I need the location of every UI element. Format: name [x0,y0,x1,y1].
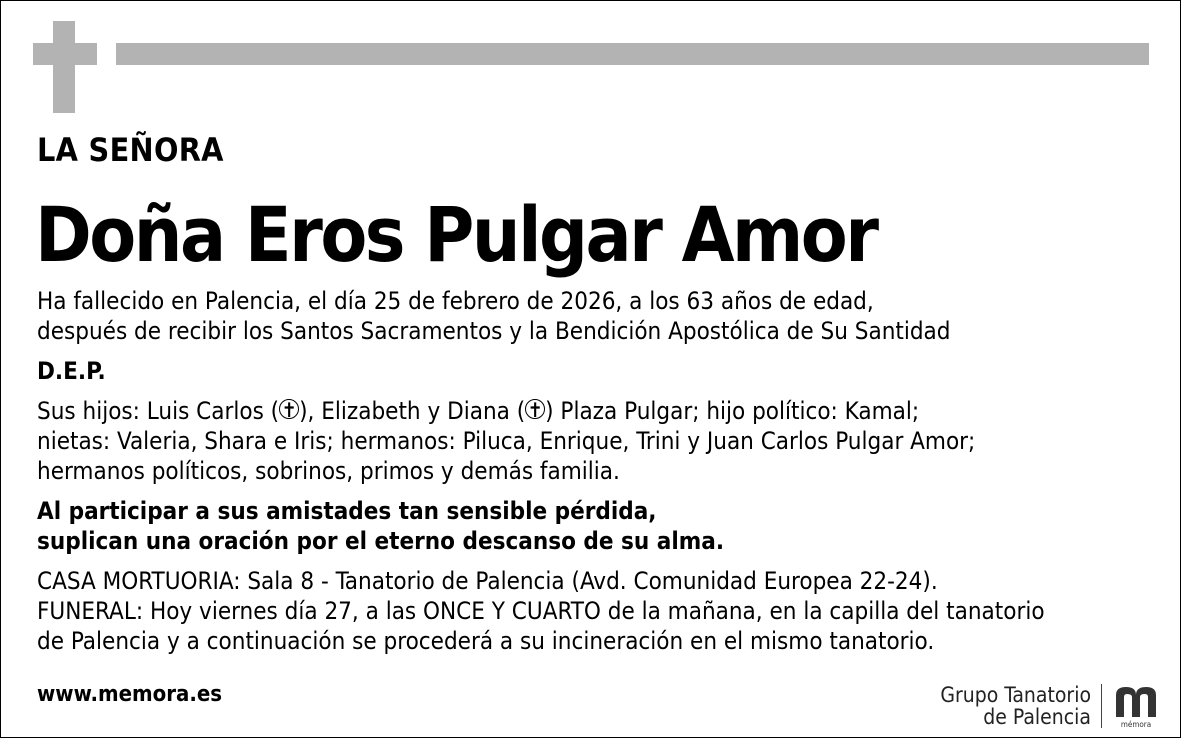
header-divider-bar [116,43,1149,65]
brand-name-line: de Palencia [983,705,1091,729]
arrangements-line: FUNERAL: Hoy viernes día 27, a las ONCE Y CUARTO de la mañana, en la capilla del tanatorio [37,597,1045,625]
death-announcement [37,286,1150,346]
title-label: LA SEÑORA [37,131,224,169]
arrangements-line: CASA MORTUORIA: Sala 8 - Tanatorio de Palencia (Avd. Comunidad Europea 22-24). [37,567,938,595]
cross-in-circle-icon: ✝ [279,399,299,419]
memora-logo-mark [1112,683,1160,719]
prayer-request-line: Al participar a sus amistades tan sensible pérdida, [37,497,657,525]
family-line: hermanos políticos, sobrinos, primos y demás familia. [37,457,620,485]
funeral-arrangements [37,566,1150,656]
brand-name [940,684,1102,728]
deceased-name: Doña Eros Pulgar Amor [35,190,877,279]
arrangements-line: de Palencia y a continuación se procederá a su incineración en el mismo tanatorio. [37,627,935,655]
family-line: Sus hijos: Luis Carlos ( ✝ ), Elizabeth y Diana ( ✝ ) Plaza Pulgar; hijo político: Kamal; [37,397,920,425]
prayer-request [37,496,1150,556]
memora-logo-icon [1112,683,1160,729]
dep-label: D.E.P. [37,357,106,385]
cross-vertical-bar [53,21,75,113]
website-link[interactable]: www.memora.es [37,682,223,707]
death-announcement-line: después de recibir los Santos Sacramentos y la Bendición Apostólica de Su Santidad [37,317,951,345]
funeral-home-brand [940,683,1160,729]
cross-in-circle-icon: ✝ [525,399,545,419]
death-announcement-line: Ha fallecido en Palencia, el día 25 de febrero de 2026, a los 63 años de edad, [37,287,874,315]
logo-wordmark: mémora [1120,720,1152,729]
cross-horizontal-bar [33,43,97,65]
family-list [37,396,1150,486]
prayer-request-line: suplican una oración por el eterno descanso de su alma. [37,527,725,555]
brand-name-line: Grupo Tanatorio [940,683,1091,707]
family-line: nietas: Valeria, Shara e Iris; hermanos: Piluca, Enrique, Trini y Juan Carlos Pulgar Amor; [37,427,976,455]
